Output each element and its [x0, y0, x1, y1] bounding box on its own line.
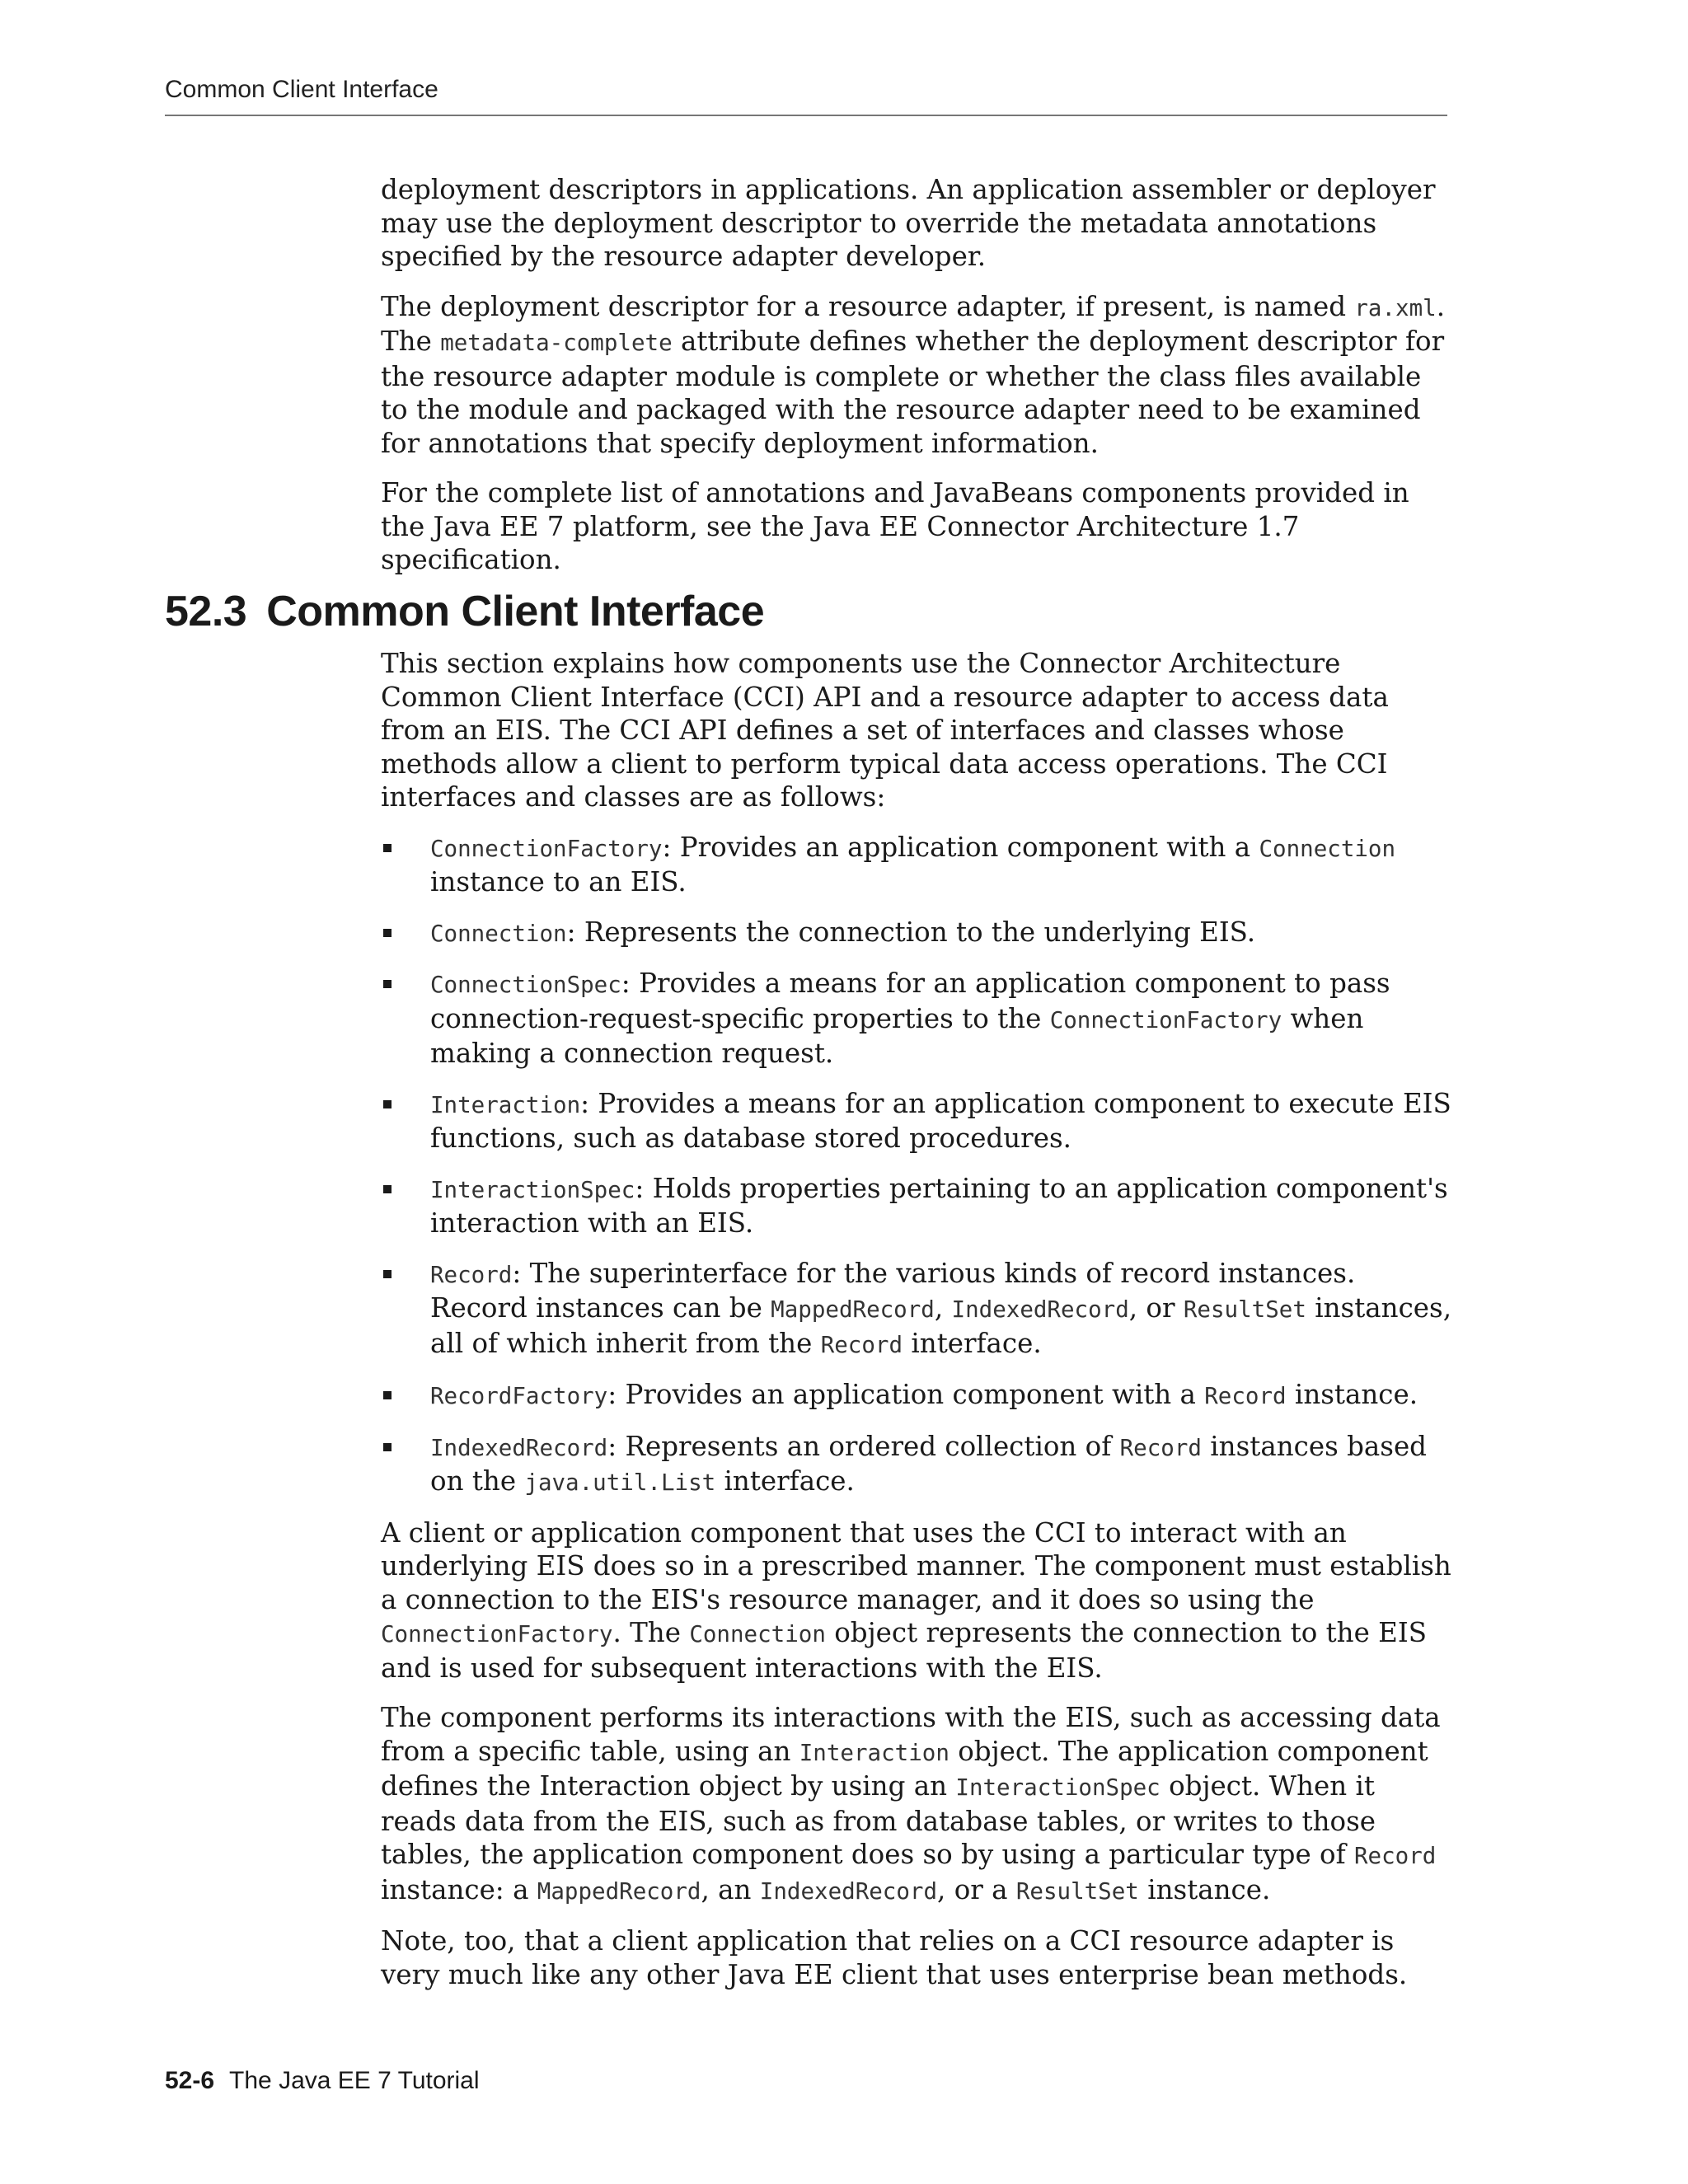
text-run: instances based on the — [430, 1430, 1427, 1497]
book-title: The Java EE 7 Tutorial — [229, 2067, 480, 2094]
text-run: object. When it reads data from the EIS, such as from database tables, or writes to those tables, the application component does so by using a particular type of — [381, 1770, 1376, 1870]
code-term: java.util.List — [524, 1469, 716, 1496]
intro-paragraph-2 — [381, 290, 1452, 461]
code-term: InteractionSpec — [430, 1176, 635, 1203]
section-intro-paragraph: This section explains how components use the Connector Architecture Common Client Interface (CCI) API and a resource adapter to access data from an EIS. The CCI API defines a set of interfaces and classes whose methods allow a client to perform typical data access operations. The CCI interfaces and classes are as follows: — [381, 648, 1389, 813]
square-bullet-icon — [383, 980, 392, 988]
code-term: IndexedRecord — [430, 1434, 608, 1461]
text-run: . The — [381, 290, 1446, 357]
section-title: Common Client Interface — [266, 588, 765, 635]
square-bullet-icon — [383, 1100, 392, 1108]
text-run: object. The application component defines the Interaction object by using an — [381, 1735, 1428, 1802]
body-paragraph-1 — [381, 1516, 1452, 1685]
square-bullet-icon — [383, 1185, 392, 1193]
text-run: A client or application component that uses the CCI to interact with an underlying EIS does so in a prescribed manner. The component must establish a connection to the EIS's resource manager, and it does so using the — [381, 1516, 1451, 1615]
text-run: : Holds properties pertaining to an application component's interaction with an EIS. — [430, 1172, 1448, 1239]
cci-interfaces-list — [381, 831, 1452, 1500]
code-term: ConnectionFactory — [430, 835, 663, 862]
code-term: InteractionSpec — [955, 1774, 1160, 1801]
text-run: , an — [701, 1873, 760, 1905]
list-item — [381, 831, 1452, 899]
code-term: Record — [1204, 1383, 1287, 1409]
code-term: IndexedRecord — [759, 1877, 938, 1905]
list-item — [381, 916, 1452, 951]
list-item — [381, 1430, 1452, 1500]
text-run: : Provides an application component with a — [662, 831, 1259, 863]
text-run: attribute defines whether the deployment descriptor for the resource adapter module is complete or whether the class files available to the module and packaged with the resource adapter need to be examined for annotations that specify deployment information. — [381, 326, 1445, 459]
intro-paragraph-1: deployment descriptors in applications. An application assembler or deployer may use the deployment descriptor to override the metadata annotations specified by the resource adapter developer. — [381, 174, 1436, 272]
text-run: interface. — [903, 1327, 1042, 1359]
code-term: MappedRecord — [771, 1296, 935, 1323]
text-run: instance: a — [381, 1873, 537, 1905]
square-bullet-icon — [383, 844, 392, 852]
text-run: : Provides an application component with a — [607, 1379, 1205, 1410]
list-item — [381, 1257, 1452, 1362]
intro-block — [381, 173, 1452, 593]
list-item — [381, 1378, 1452, 1413]
section-heading — [165, 587, 764, 636]
code-term: Record — [1119, 1434, 1202, 1461]
text-run: The deployment descriptor for a resource adapter, if present, is named — [381, 290, 1355, 322]
text-run: , or a — [937, 1873, 1016, 1905]
text-run: , — [934, 1292, 952, 1324]
text-run: . The — [612, 1617, 690, 1648]
code-term: Interaction — [430, 1091, 581, 1118]
body-paragraph-2 — [381, 1701, 1452, 1908]
code-term: Interaction — [799, 1739, 950, 1766]
text-run: instances, all of which inherit from the — [430, 1292, 1452, 1359]
code-term: ResultSet — [1015, 1877, 1139, 1905]
code-term: Record — [1353, 1843, 1437, 1869]
running-header: Common Client Interface — [165, 76, 438, 103]
list-item — [381, 1087, 1452, 1155]
text-run: instance. — [1138, 1873, 1271, 1905]
section-body — [381, 647, 1452, 2008]
code-term: ConnectionSpec — [430, 972, 621, 998]
text-run: : Provides a means for an application component to execute EIS functions, such as database stored procedures. — [430, 1087, 1451, 1154]
text-run: : Represents the connection to the underlying EIS. — [566, 916, 1256, 948]
text-run: instance. — [1286, 1379, 1418, 1410]
text-run: : Provides a means for an application component to pass connection-request-specific properties to the — [430, 968, 1390, 1034]
square-bullet-icon — [383, 1443, 392, 1451]
code-ra-xml: ra.xml — [1354, 294, 1437, 321]
page-number: 52-6 — [165, 2067, 215, 2094]
list-item — [381, 1172, 1452, 1240]
page-footer — [165, 2067, 480, 2095]
text-run: , or — [1128, 1292, 1184, 1324]
square-bullet-icon — [383, 1270, 392, 1278]
list-item — [381, 967, 1452, 1071]
header-rule — [165, 115, 1447, 116]
code-term: Record — [430, 1261, 513, 1288]
intro-paragraph-3: For the complete list of annotations and JavaBeans components provided in the Java EE 7 platform, see the Java EE Connector Architecture 1.7 specification. — [381, 477, 1409, 575]
code-term: MappedRecord — [537, 1877, 701, 1905]
code-term: ConnectionFactory — [381, 1621, 613, 1647]
square-bullet-icon — [383, 1391, 392, 1399]
text-run: : The superinterface for the various kinds of record instances. Record instances can be — [430, 1257, 1356, 1324]
code-term: RecordFactory — [430, 1383, 608, 1409]
code-term: ResultSet — [1183, 1296, 1306, 1323]
text-run: The component performs its interactions with the EIS, such as accessing data from a specific table, using an — [381, 1702, 1441, 1767]
text-run: when making a connection request. — [430, 1002, 1364, 1069]
text-run: interface. — [715, 1465, 855, 1497]
code-term: Connection — [689, 1621, 826, 1647]
code-term: Connection — [430, 920, 567, 947]
section-number: 52.3 — [165, 588, 247, 635]
text-run: object represents the connection to the EIS and is used for subsequent interactions with the EIS. — [381, 1617, 1427, 1684]
code-term: Record — [820, 1331, 903, 1358]
code-term: Connection — [1259, 835, 1396, 862]
code-metadata-complete: metadata-complete — [440, 330, 673, 356]
text-run: : Represents an ordered collection of — [607, 1430, 1120, 1462]
body-paragraph-3: Note, too, that a client application that relies on a CCI resource adapter is very much like any other Java EE client that uses enterprise bean methods. — [381, 1925, 1408, 1990]
square-bullet-icon — [383, 929, 392, 937]
text-run: instance to an EIS. — [430, 866, 687, 898]
code-term: ConnectionFactory — [1049, 1006, 1282, 1033]
code-term: IndexedRecord — [951, 1296, 1129, 1323]
